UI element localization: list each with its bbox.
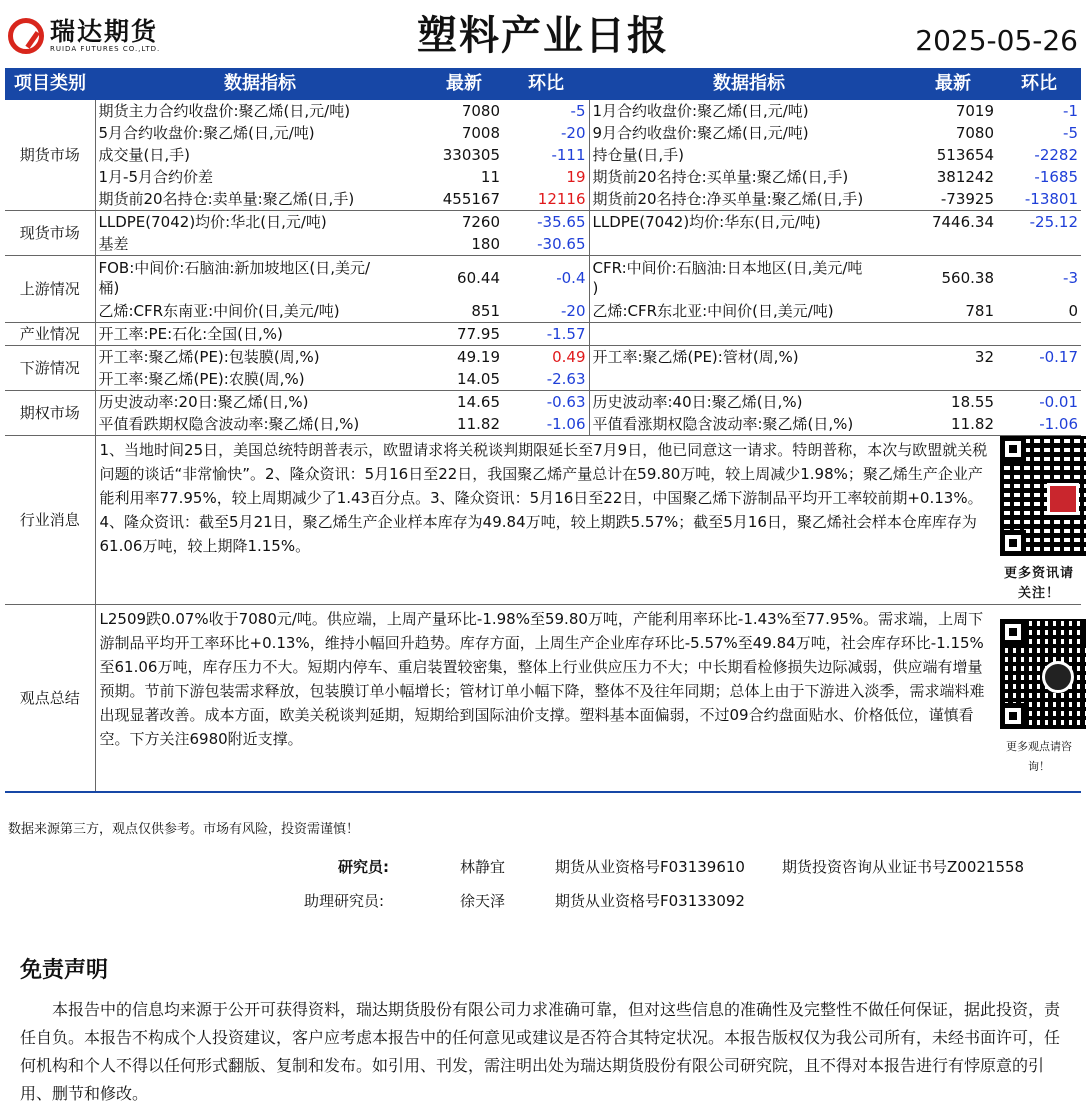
table-row bbox=[5, 413, 1081, 436]
change-value: 12116 bbox=[537, 190, 586, 208]
col-change: 环比 bbox=[503, 68, 589, 100]
indicator: 9月合约收盘价:聚乙烯(日,元/吨) bbox=[589, 122, 909, 144]
news-row bbox=[5, 436, 1081, 605]
latest-value: 560.38 bbox=[909, 256, 997, 301]
latest-value: 11.82 bbox=[951, 415, 994, 433]
table-row bbox=[5, 233, 1081, 256]
indicator: 开工率:聚乙烯(PE):农膜(周,%) bbox=[98, 370, 305, 388]
indicator: 持仓量(日,手) bbox=[589, 144, 909, 166]
indicator: 平值看涨期权隐含波动率:聚乙烯(日,%) bbox=[589, 413, 909, 436]
latest-value: 781 bbox=[965, 302, 994, 320]
view-text: L2509跌0.07%收于7080元/吨。供应端，上周产量环比-1.98%至59.80万吨，产能利用率环比-1.43%至77.95%。需求端，上周下游制品平均开工率环比+0.13%，维持小幅回升趋势。库存方面，上周生产企业库存环比-5.57%至49.84万吨，社会库存环比-1.15%至61.06万吨，库存压力不大。短期内停车、重启装置较密集，整体上行业供应压力不大；中长期看检修损失边际减弱，供应端有增量预期。节前下游包装需求释放，包装膜订单小幅增长；管材订单小幅下降，整体不及往年同期；总体上由于下游进入淡季，需求端料难出现显著改善。成本方面，欧美关税谈判延期，短期给到国际油价支撑。塑料基本面偏弱，不过09合约盘面贴水、价格低位，谨慎看空。下方关注6980附近支撑。 bbox=[95, 605, 997, 793]
col-category: 项目类别 bbox=[5, 68, 95, 100]
latest-value: 11 bbox=[480, 168, 500, 186]
change-value: -2282 bbox=[1034, 146, 1078, 164]
table-header-row bbox=[5, 68, 1081, 100]
change-value: -20 bbox=[561, 302, 586, 320]
table-row bbox=[5, 368, 1081, 391]
data-table bbox=[5, 68, 1081, 793]
change-value: -1685 bbox=[1034, 168, 1078, 186]
change-value: -25.12 bbox=[997, 211, 1081, 234]
latest-value: 32 bbox=[909, 346, 997, 369]
change-value: -20 bbox=[561, 124, 586, 142]
latest-value: 7019 bbox=[955, 102, 994, 120]
indicator: CFR:中间价:石脑油:日本地区(日,美元/吨 ) bbox=[589, 256, 909, 301]
col-latest-2: 最新 bbox=[909, 68, 997, 100]
section-spot: 现货市场 bbox=[5, 211, 95, 256]
latest-value: 851 bbox=[471, 302, 500, 320]
qr-caption: 更多观点请咨询！ bbox=[1006, 740, 1072, 773]
table-row bbox=[5, 122, 1081, 144]
indicator: 期货前20名持仓:买单量:聚乙烯(日,手) bbox=[589, 166, 909, 188]
indicator: 平值看跌期权隐含波动率:聚乙烯(日,%) bbox=[98, 415, 360, 433]
section-options: 期权市场 bbox=[5, 391, 95, 436]
latest-value: 77.95 bbox=[425, 323, 503, 346]
qr-code-icon bbox=[1000, 436, 1086, 556]
latest-value: 7080 bbox=[461, 102, 500, 120]
analyst-cert: 期货从业资格号F03139610 bbox=[555, 858, 745, 876]
logo-english: RUIDA FUTURES CO.,LTD. bbox=[50, 44, 161, 53]
indicator: 开工率:聚乙烯(PE):管材(周,%) bbox=[589, 346, 909, 369]
table-row bbox=[5, 323, 1081, 346]
latest-value: 330305 bbox=[442, 146, 500, 164]
change-value: -0.63 bbox=[503, 391, 589, 414]
indicator: 基差 bbox=[98, 235, 129, 253]
section-view: 观点总结 bbox=[5, 605, 95, 793]
table-row bbox=[5, 346, 1081, 369]
latest-value: 14.05 bbox=[457, 370, 500, 388]
change-value: -111 bbox=[551, 146, 586, 164]
indicator: 期货前20名持仓:卖单量:聚乙烯(日,手) bbox=[98, 190, 355, 208]
table-row bbox=[5, 166, 1081, 188]
table-row bbox=[5, 211, 1081, 234]
latest-value: -73925 bbox=[940, 190, 994, 208]
table-row bbox=[5, 100, 1081, 122]
wechat-qr-icon bbox=[1000, 619, 1086, 729]
change-value: 0.49 bbox=[503, 346, 589, 369]
latest-value: 11.82 bbox=[457, 415, 500, 433]
assistant-cert: 期货从业资格号F03133092 bbox=[555, 892, 745, 910]
report-title: 塑料产业日报 bbox=[417, 13, 669, 59]
change-value: -5 bbox=[570, 102, 586, 120]
change-value: -35.65 bbox=[503, 211, 589, 234]
change-value: -13801 bbox=[1024, 190, 1078, 208]
change-value: -1.06 bbox=[1039, 415, 1078, 433]
qr-caption: 更多资讯请关注！ bbox=[1003, 566, 1074, 601]
change-value: -0.4 bbox=[503, 256, 589, 301]
logo-name: 瑞达期货 bbox=[50, 16, 159, 46]
indicator: 乙烯:CFR东北亚:中间价(日,美元/吨) bbox=[589, 300, 909, 323]
indicator: 1月-5月合约价差 bbox=[98, 168, 214, 186]
indicator: 历史波动率:40日:聚乙烯(日,%) bbox=[589, 391, 909, 414]
latest-value: 49.19 bbox=[425, 346, 503, 369]
change-value: -1.57 bbox=[503, 323, 589, 346]
latest-value: 60.44 bbox=[425, 256, 503, 301]
change-value: -1.06 bbox=[546, 415, 586, 433]
qr-code-consult bbox=[997, 605, 1081, 793]
col-indicator-2: 数据指标 bbox=[589, 68, 909, 100]
change-value: -3 bbox=[997, 256, 1081, 301]
latest-value: 455167 bbox=[442, 190, 500, 208]
indicator: 历史波动率:20日:聚乙烯(日,%) bbox=[95, 391, 425, 414]
latest-value: 180 bbox=[471, 235, 500, 253]
col-indicator: 数据指标 bbox=[95, 68, 425, 100]
analyst-role: 研究员: bbox=[338, 858, 389, 876]
indicator: FOB:中间价:石脑油:新加坡地区(日,美元/ 桶) bbox=[95, 256, 425, 301]
change-value: -1 bbox=[1063, 102, 1078, 120]
change-value: -0.17 bbox=[997, 346, 1081, 369]
indicator: 1月合约收盘价:聚乙烯(日,元/吨) bbox=[589, 100, 909, 122]
section-downstream: 下游情况 bbox=[5, 346, 95, 391]
latest-value: 7008 bbox=[461, 124, 500, 142]
section-news: 行业消息 bbox=[5, 436, 95, 605]
view-row bbox=[5, 605, 1081, 793]
latest-value: 14.65 bbox=[425, 391, 503, 414]
indicator: LLDPE(7042)均价:华东(日,元/吨) bbox=[589, 211, 909, 234]
indicator: LLDPE(7042)均价:华北(日,元/吨) bbox=[95, 211, 425, 234]
latest-value: 513654 bbox=[936, 146, 994, 164]
table-row bbox=[5, 256, 1081, 301]
table-row bbox=[5, 391, 1081, 414]
indicator: 开工率:PE:石化:全国(日,%) bbox=[95, 323, 425, 346]
analyst-name: 林静宜 bbox=[460, 858, 506, 876]
assistant-name: 徐天泽 bbox=[460, 892, 506, 910]
qr-code-subscribe bbox=[997, 436, 1081, 605]
change-value: -5 bbox=[1063, 124, 1078, 142]
indicator: 乙烯:CFR东南亚:中间价(日,美元/吨) bbox=[98, 302, 340, 320]
change-value: -30.65 bbox=[537, 235, 586, 253]
col-latest: 最新 bbox=[425, 68, 503, 100]
section-industry: 产业情况 bbox=[5, 323, 95, 346]
change-value: 0 bbox=[1068, 302, 1078, 320]
col-change-2: 环比 bbox=[997, 68, 1081, 100]
disclaimer-body: 本报告中的信息均来源于公开可获得资料，瑞达期货股份有限公司力求准确可靠，但对这些信息的准确性及完整性不做任何保证，据此投资，责任自负。本报告不构成个人投资建议，客户应考虑本报告中的任何意见或建议是否符合其特定状况。本报告版权仅为我公司所有，未经书面许可，任何机构和个人不得以任何形式翻版、复制和发布。如引用、刊发，需注明出处为瑞达期货股份有限公司研究院，且不得对本报告进行有悖原意的引用、删节和修改。 bbox=[20, 1000, 1061, 1103]
latest-value: 7446.34 bbox=[909, 211, 997, 234]
assistant-role: 助理研究员: bbox=[304, 892, 385, 910]
change-value: -0.01 bbox=[997, 391, 1081, 414]
table-row bbox=[5, 144, 1081, 166]
disclaimer-title: 免责声明 bbox=[20, 958, 109, 983]
news-text: 1、当地时间25日，美国总统特朗普表示，欧盟请求将关税谈判期限延长至7月9日，他已同意这一请求。特朗普称，本次与欧盟就关税问题的谈话“非常愉快”。2、隆众资讯：5月16日至22日，我国聚乙烯产量总计在59.80万吨，较上周减少1.98%；聚乙烯生产企业产能利用率77.95%，较上周期减少了1.43百分点。3、隆众资讯：5月16日至22日，中国聚乙烯下游制品平均开工率较前期+0.13%。4、隆众资讯：截至5月21日，聚乙烯生产企业样本库存为49.84万吨，较上期跌5.57%；截至5月16日，聚乙烯社会样本仓库库存为61.06万吨，较上期降1.15%。 bbox=[95, 436, 997, 605]
table-row bbox=[5, 188, 1081, 211]
indicator: 开工率:聚乙烯(PE):包装膜(周,%) bbox=[95, 346, 425, 369]
source-note: 数据来源第三方，观点仅供参考。市场有风险，投资需谨慎！ bbox=[8, 822, 360, 837]
indicator: 期货主力合约收盘价:聚乙烯(日,元/吨) bbox=[98, 102, 351, 120]
table-row bbox=[5, 300, 1081, 323]
latest-value: 381242 bbox=[936, 168, 994, 186]
report-header bbox=[0, 0, 1086, 68]
change-value: -2.63 bbox=[546, 370, 586, 388]
change-value: 19 bbox=[566, 168, 586, 186]
indicator: 5月合约收盘价:聚乙烯(日,元/吨) bbox=[98, 124, 315, 142]
latest-value: 18.55 bbox=[909, 391, 997, 414]
section-futures: 期货市场 bbox=[5, 100, 95, 211]
section-upstream: 上游情况 bbox=[5, 256, 95, 323]
indicator: 成交量(日,手) bbox=[98, 146, 190, 164]
indicator: 期货前20名持仓:净买单量:聚乙烯(日,手) bbox=[589, 188, 909, 211]
analyst-cert: 期货投资咨询从业证书号Z0021558 bbox=[782, 858, 1025, 876]
report-date: 2025-05-26 bbox=[915, 24, 1078, 57]
latest-value: 7260 bbox=[425, 211, 503, 234]
latest-value: 7080 bbox=[955, 124, 994, 142]
